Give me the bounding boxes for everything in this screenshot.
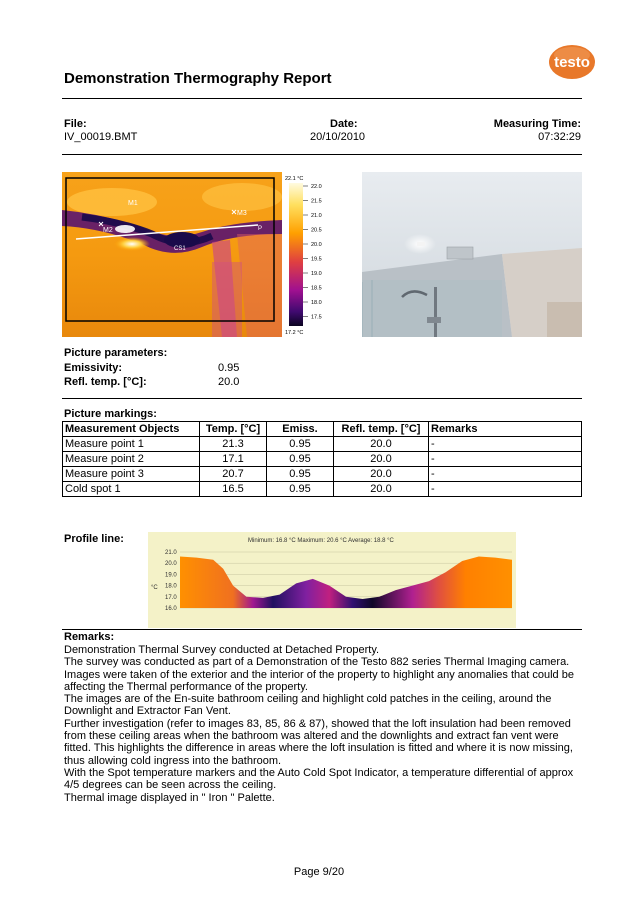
col-emiss: Emiss.	[267, 422, 334, 437]
marker-m3: M3	[237, 210, 247, 217]
cell-emiss: 0.95	[267, 467, 334, 482]
scale-tick-label: 22.0	[311, 184, 322, 190]
picture-parameters-heading: Picture parameters:	[64, 347, 168, 359]
info-divider	[62, 154, 582, 155]
logo-text: testo	[554, 54, 590, 71]
cell-remarks: -	[429, 467, 582, 482]
table-row	[63, 467, 582, 482]
scale-ticks	[303, 184, 322, 321]
cell-temp: 16.5	[200, 482, 267, 497]
profile-y-tick-label: 21.0	[165, 550, 177, 556]
scale-tick-label: 21.5	[311, 198, 322, 205]
scale-tick-label: 19.5	[311, 256, 322, 263]
remarks-line: Further investigation (refer to images 83, 85, 86 & 87), showed that the loft insulation had been removed from these ceiling areas when the bathroom was altered and the downlights and extract fan vent were fitted. This highlights the difference in areas where the loft insulation is fitted and where it is now missing, thus allowing cold ingress into the bathroom.	[64, 717, 573, 767]
remarks-line: Thermal image displayed in " Iron " Palette.	[64, 791, 275, 804]
col-remarks: Remarks	[429, 422, 582, 437]
scale-tick-label: 20.0	[311, 242, 322, 248]
table-row	[63, 437, 582, 452]
cell-emiss: 0.95	[267, 482, 334, 497]
table-header-row	[63, 422, 582, 437]
cell-remarks: -	[429, 437, 582, 452]
report-title: Demonstration Thermography Report	[64, 70, 332, 87]
date-label: Date:	[330, 118, 358, 130]
profile-y-tick-label: 20.0	[165, 561, 177, 568]
marker-m2: M2	[103, 227, 113, 234]
title-divider	[62, 98, 582, 99]
scale-bottom-label: 17.2 °C	[285, 330, 304, 336]
profile-stats: Minimum: 16.8 °C Maximum: 20.6 °C Average: 18.8 °C	[248, 538, 394, 544]
scale-tick-label: 21.0	[311, 213, 322, 219]
remarks-heading: Remarks:	[64, 631, 115, 643]
remarks-line: The images are of the En-suite bathroom ceiling and highlight cold patches in the ceiling, around the Downlight and Extractor Fan Vent.	[64, 693, 552, 718]
remarks-body	[64, 644, 584, 804]
time-value: 07:32:29	[538, 131, 581, 143]
emissivity-value: 0.95	[218, 362, 240, 374]
cell-refl: 20.0	[334, 452, 429, 467]
profile-y-tick-label: 19.0	[165, 572, 177, 579]
cell-refl: 20.0	[334, 467, 429, 482]
cell-refl: 20.0	[334, 437, 429, 452]
picture-markings-heading: Picture markings:	[64, 408, 157, 420]
file-value: IV_00019.BMT	[64, 131, 138, 143]
cell-object: Measure point 1	[63, 437, 200, 452]
col-refl-temp: Refl. temp. [°C]	[334, 422, 429, 437]
cell-remarks: -	[429, 452, 582, 467]
file-label: File:	[64, 118, 87, 130]
profile-y-tick-label: 18.0	[165, 583, 177, 590]
remarks-line: Demonstration Thermal Survey conducted at Detached Property.	[64, 644, 380, 656]
profile-y-tick-label: 17.0	[165, 594, 177, 601]
scale-top-label: 22.1 °C	[285, 176, 304, 182]
cell-temp: 20.7	[200, 467, 267, 482]
cell-refl: 20.0	[334, 482, 429, 497]
cell-temp: 21.3	[200, 437, 267, 452]
thermal-image	[62, 172, 282, 337]
cell-object: Cold spot 1	[63, 482, 200, 497]
remarks-line: With the Spot temperature markers and the Auto Cold Spot Indicator, a temperature differential of approx 4/5 degrees can be seen across the ceiling.	[64, 766, 574, 792]
visual-photo	[362, 172, 582, 337]
profile-y-tick-label: 16.0	[165, 606, 177, 612]
profile-unit: °C	[151, 585, 158, 591]
cell-temp: 17.1	[200, 452, 267, 467]
cell-object: Measure point 2	[63, 452, 200, 467]
time-label: Measuring Time:	[493, 118, 581, 130]
cell-object: Measure point 3	[63, 467, 200, 482]
profile-chart	[148, 532, 516, 628]
cell-emiss: 0.95	[267, 452, 334, 467]
emissivity-label: Emissivity:	[64, 362, 123, 374]
marker-m1: M1	[128, 200, 138, 207]
scale-tick-label: 19.0	[311, 271, 322, 277]
scale-tick-label: 20.5	[311, 227, 322, 234]
profile-line-heading: Profile line:	[64, 533, 124, 545]
col-measurement-objects: Measurement Objects	[63, 422, 200, 437]
table-row	[63, 452, 582, 467]
page-number: Page 9/20	[293, 866, 345, 878]
cell-remarks: -	[429, 482, 582, 497]
marker-cs1: CS1	[174, 246, 186, 252]
remarks-line: The survey was conducted as part of a Demonstration of the Testo 882 series Thermal Imaging camera. Images were taken of the exterior and the interior of the property to highlight any anomalies that could be affecting the Thermal performance of the property.	[64, 656, 574, 693]
markings-table	[62, 421, 582, 497]
col-temp: Temp. [°C]	[200, 422, 267, 437]
scale-tick-label: 17.5	[311, 314, 322, 321]
temperature-scale	[285, 172, 345, 337]
refl-temp-value: 20.0	[218, 376, 240, 388]
table-row	[63, 482, 582, 497]
cell-emiss: 0.95	[267, 437, 334, 452]
refl-temp-label: Refl. temp. [°C]:	[64, 376, 147, 388]
scale-tick-label: 18.5	[311, 285, 322, 292]
profile-divider	[62, 629, 582, 630]
scale-tick-label: 18.0	[311, 300, 322, 306]
date-value: 20/10/2010	[310, 131, 366, 143]
marker-p: P	[258, 226, 263, 232]
parameters-divider	[62, 398, 582, 399]
testo-logo	[548, 40, 596, 80]
